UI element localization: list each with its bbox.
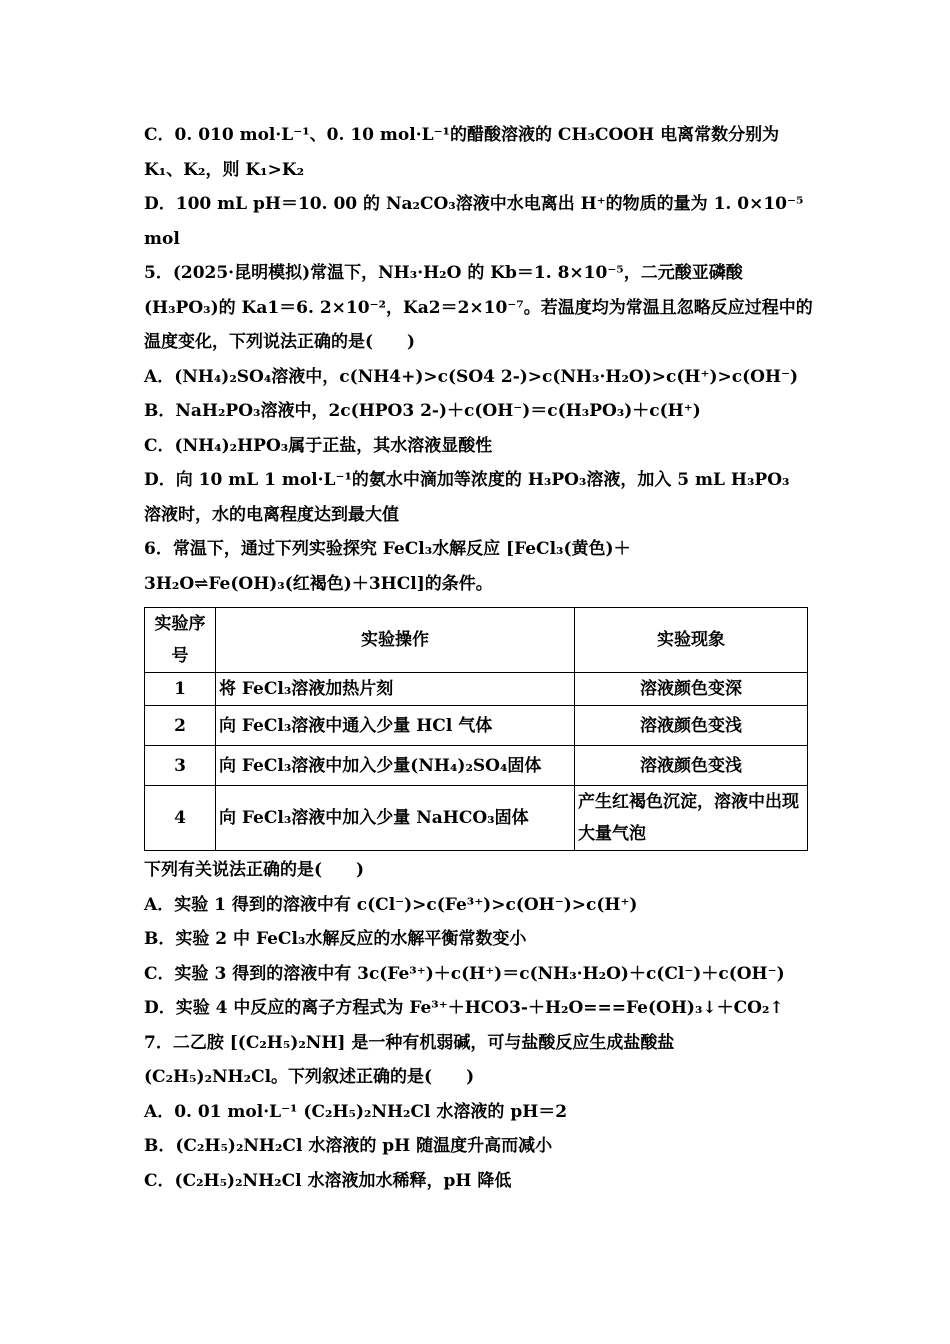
row-phenomenon: 产生红褐色沉淀，溶液中出现大量气泡 [575,786,808,851]
header-operation: 实验操作 [216,608,575,673]
q5-option-d-line1: D．向 10 mL 1 mol·L⁻¹的氨水中滴加等浓度的 H₃PO₃溶液，加入 5 mL H₃PO₃ [144,470,790,490]
document-page [144,118,813,1198]
row-phenomenon: 溶液颜色变浅 [575,746,808,786]
row-no: 2 [145,706,216,746]
q5-stem-line2: (H₃PO₃)的 Ka1＝6. 2×10⁻²，Ka2＝2×10⁻⁷。若温度均为常温且忽略反应过程中的 [144,297,813,318]
row-operation: 向 FeCl₃溶液中加入少量 NaHCO₃固体 [216,786,575,851]
row-operation: 向 FeCl₃溶液中通入少量 HCl 气体 [216,706,575,746]
q7-option-c: C．(C₂H₅)₂NH₂Cl 水溶液加水稀释，pH 降低 [144,1170,512,1191]
q5-option-c: C．(NH₄)₂HPO₃属于正盐，其水溶液显酸性 [144,435,493,456]
q5-stem-line1: 5．(2025·昆明模拟)常温下，NH₃·H₂O 的 Kb＝1. 8×10⁻⁵，二元酸亚磷酸 [144,263,743,283]
row-no: 4 [145,786,216,851]
row-no: 1 [145,673,216,706]
q4-option-d-line2: mol [144,228,180,249]
header-experiment-no: 实验序号 [145,608,216,673]
table-row [145,706,808,746]
q6-option-a: A．实验 1 得到的溶液中有 c(Cl⁻)>c(Fe³⁺)>c(OH⁻)>c(H⁺) [144,894,638,915]
q5-stem-line3: 温度变化，下列说法正确的是( ) [144,332,416,352]
header-phenomenon: 实验现象 [575,608,808,673]
table-row [145,673,808,706]
row-operation: 将 FeCl₃溶液加热片刻 [216,673,575,706]
q6-stem-line2: 3H₂O⇌Fe(OH)₃(红褐色)＋3HCl]的条件。 [144,573,493,594]
q7-stem-line2: (C₂H₅)₂NH₂Cl。下列叙述正确的是( ) [144,1067,475,1087]
row-phenomenon: 溶液颜色变深 [575,673,808,706]
q7-stem-line1: 7．二乙胺 [(C₂H₅)₂NH] 是一种有机弱碱，可与盐酸反应生成盐酸盐 [144,1032,675,1053]
q4-option-d-line1: D．100 mL pH＝10. 00 的 Na₂CO₃溶液中水电离出 H⁺的物质的量为 1. 0×10⁻⁵ [144,194,804,214]
row-no: 3 [145,746,216,786]
q7-option-b: B．(C₂H₅)₂NH₂Cl 水溶液的 pH 随温度升高而减小 [144,1136,553,1156]
q6-option-c: C．实验 3 得到的溶液中有 3c(Fe³⁺)＋c(H⁺)＝c(NH₃·H₂O)＋c(Cl⁻)＋c(OH⁻) [144,963,785,984]
q5-option-a: A．(NH₄)₂SO₄溶液中，c(NH4+)>c(SO4 2-)>c(NH₃·H₂O)>c(H⁺)>c(OH⁻) [144,366,799,387]
table-header-row [145,608,808,673]
q5-option-d-line2: 溶液时，水的电离程度达到最大值 [144,504,399,525]
row-operation: 向 FeCl₃溶液中加入少量(NH₄)₂SO₄固体 [216,746,575,786]
table-row [145,786,808,851]
q7-option-a: A．0. 01 mol·L⁻¹ (C₂H₅)₂NH₂Cl 水溶液的 pH＝2 [144,1101,568,1122]
q4-option-c-line1: C．0. 010 mol·L⁻¹、0. 10 mol·L⁻¹的醋酸溶液的 CH₃COOH 电离常数分别为 [144,125,780,145]
experiment-table [144,607,808,851]
q6-option-b: B．实验 2 中 FeCl₃水解反应的水解平衡常数变小 [144,929,527,949]
row-phenomenon: 溶液颜色变浅 [575,706,808,746]
table-row [145,746,808,786]
q6-prompt: 下列有关说法正确的是( ) [144,860,365,880]
q5-option-b: B．NaH₂PO₃溶液中，2c(HPO3 2-)＋c(OH⁻)＝c(H₃PO₃)＋c(H⁺) [144,401,701,421]
q6-option-d: D．实验 4 中反应的离子方程式为 Fe³⁺＋HCO3-＋H₂O===Fe(OH)₃↓＋CO₂↑ [144,998,784,1018]
q6-stem-line1: 6．常温下，通过下列实验探究 FeCl₃水解反应 [FeCl₃(黄色)＋ [144,539,631,559]
q4-option-c-line2: K₁、K₂，则 K₁>K₂ [144,159,305,180]
